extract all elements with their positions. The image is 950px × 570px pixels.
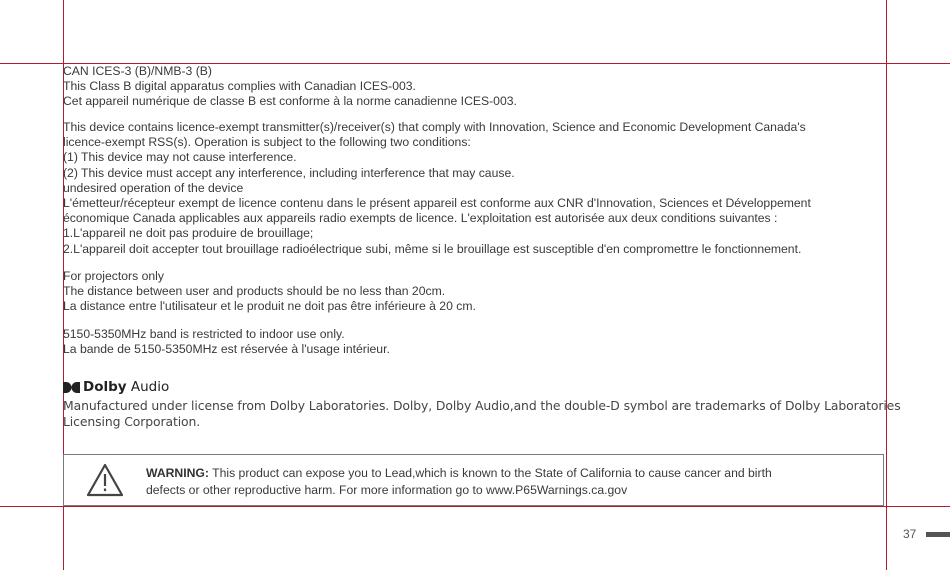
rss-line: This device contains licence-exempt transmitter(s)/receiver(s) that comply with Innovation, Science and Economic Development Canada's bbox=[63, 120, 806, 134]
ices-statement-fr: Cet appareil numérique de classe B est conforme à la norme canadienne ICES-003. bbox=[63, 94, 517, 109]
rss-line: économique Canada applicables aux appareils radio exempts de licence. L'exploitation est autorisée aux deux conditions suivantes : bbox=[63, 211, 778, 226]
dolby-logo-audio: Audio bbox=[130, 379, 170, 395]
rss-line: (2) This device must accept any interference, including interference that may cause. bbox=[63, 165, 515, 180]
warning-line: defects or other reproductive harm. For more information go to www.P65Warnings.ca.gov bbox=[146, 483, 628, 497]
warning-label: WARNING: bbox=[146, 466, 209, 480]
projectors-statement-en: The distance between user and products should be no less than 20cm. bbox=[63, 284, 446, 299]
rss-line: 1.L'appareil ne doit pas produire de brouillage; bbox=[63, 226, 314, 241]
rss-section bbox=[63, 120, 903, 257]
rss-line: licence-exempt RSS(s). Operation is subject to the following two conditions: bbox=[63, 135, 471, 150]
rss-line: L'émetteur/récepteur exempt de licence contenu dans le présent appareil est conforme aux CNR d'Innovation, Sciences et Développement bbox=[63, 196, 811, 211]
projectors-title: For projectors only bbox=[63, 269, 164, 283]
page-number-bar bbox=[926, 532, 950, 537]
ices-title: CAN ICES-3 (B)/NMB-3 (B) bbox=[63, 64, 212, 78]
dolby-license-line: Licensing Corporation. bbox=[63, 414, 201, 429]
band-statement-en: 5150-5350MHz band is restricted to indoor use only. bbox=[63, 327, 345, 341]
dolby-double-d-icon bbox=[63, 382, 80, 393]
ices-statement-en: This Class B digital apparatus complies with Canadian ICES-003. bbox=[63, 79, 416, 94]
projectors-section bbox=[63, 269, 903, 315]
rss-line: (1) This device may not cause interference. bbox=[63, 150, 297, 165]
projectors-statement-fr: La distance entre l'utilisateur et le produit ne doit pas être inférieure à 20 cm. bbox=[63, 299, 476, 314]
band-statement-fr: La bande de 5150-5350MHz est réservée à l'usage intérieur. bbox=[63, 342, 390, 357]
guide-line-bottom bbox=[0, 506, 950, 507]
dolby-audio-logo bbox=[63, 378, 169, 396]
rss-line: 2.L'appareil doit accepter tout brouillage radioélectrique subi, même si le brouillage est susceptible d'en compromettre le fonctionnement. bbox=[63, 241, 802, 256]
rss-line: undesired operation of the device bbox=[63, 180, 244, 195]
dolby-license-text bbox=[63, 398, 903, 430]
band-section bbox=[63, 327, 903, 357]
warning-line: This product can expose you to Lead,which is known to the State of California to cause cancer and birth bbox=[208, 466, 772, 480]
ices-section bbox=[63, 64, 903, 110]
dolby-license-line: Manufactured under license from Dolby Laboratories. Dolby, Dolby Audio,and the double-D symbol are trademarks of Dolby Laboratories bbox=[63, 398, 901, 413]
warning-text bbox=[146, 465, 772, 499]
prop65-warning-box bbox=[63, 454, 884, 506]
warning-triangle-icon bbox=[86, 463, 124, 502]
page-number: 37 bbox=[903, 527, 917, 541]
dolby-logo-wordmark: Dolby bbox=[83, 379, 127, 395]
